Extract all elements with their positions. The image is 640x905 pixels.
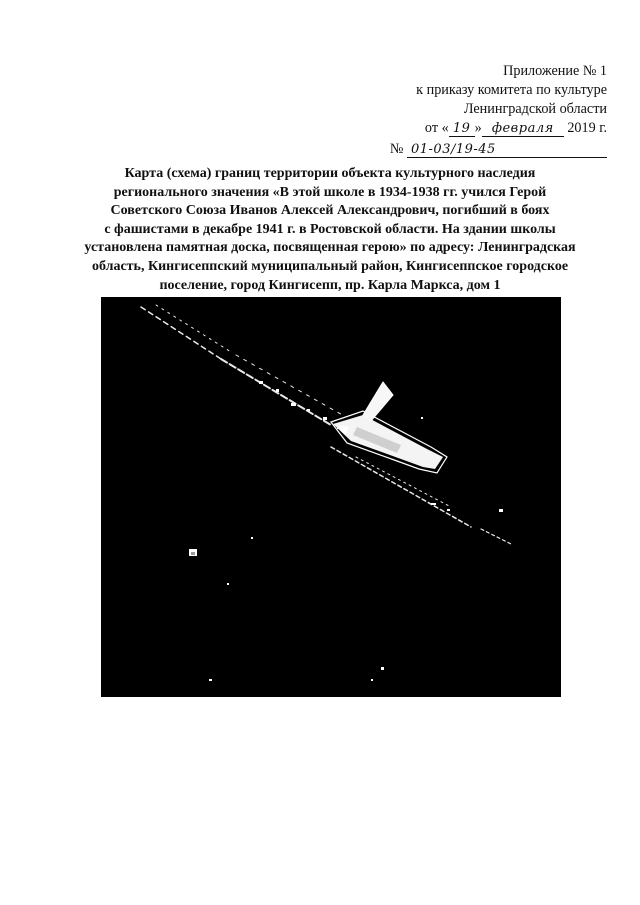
appendix-title: Приложение № 1	[503, 63, 607, 79]
number-label: №	[389, 141, 404, 157]
appendix-region-line: Ленинградской области	[463, 101, 607, 117]
date-year: 2019 г.	[563, 120, 607, 136]
appendix-block	[390, 62, 607, 159]
appendix-order-line: к приказу комитета по культуре	[416, 82, 607, 98]
title-line: область, Кингисеппский муниципальный район, Кингисеппское городское	[91, 258, 569, 274]
boundary-map-image	[101, 297, 561, 697]
title-line: с фашистами в декабре 1941 г. в Ростовской области. На здании школы	[104, 221, 556, 237]
title-line: регионального значения «В этой школе в 1934-1938 гг. учился Герой	[113, 184, 547, 200]
appendix-date-line	[390, 119, 607, 138]
number-value-handwritten: 01-03/19-45	[407, 143, 607, 158]
date-day-handwritten: 19	[449, 122, 475, 137]
appendix-number-line	[390, 140, 607, 159]
title-line: установлена памятная доска, посвященная герою» по адресу: Ленинградская	[84, 240, 576, 256]
date-prefix: от «	[424, 120, 449, 136]
title-line: Советского Союза Иванов Алексей Александрович, погибший в боях	[110, 203, 550, 219]
title-line: Карта (схема) границ территории объекта культурного наследия	[124, 166, 536, 181]
title-line: поселение, город Кингисепп, пр. Карла Маркса, дом 1	[159, 277, 501, 293]
date-mid: »	[474, 120, 482, 136]
aerial-photo	[101, 297, 561, 697]
date-month-handwritten: февраля	[482, 122, 564, 137]
document-title	[50, 165, 610, 295]
